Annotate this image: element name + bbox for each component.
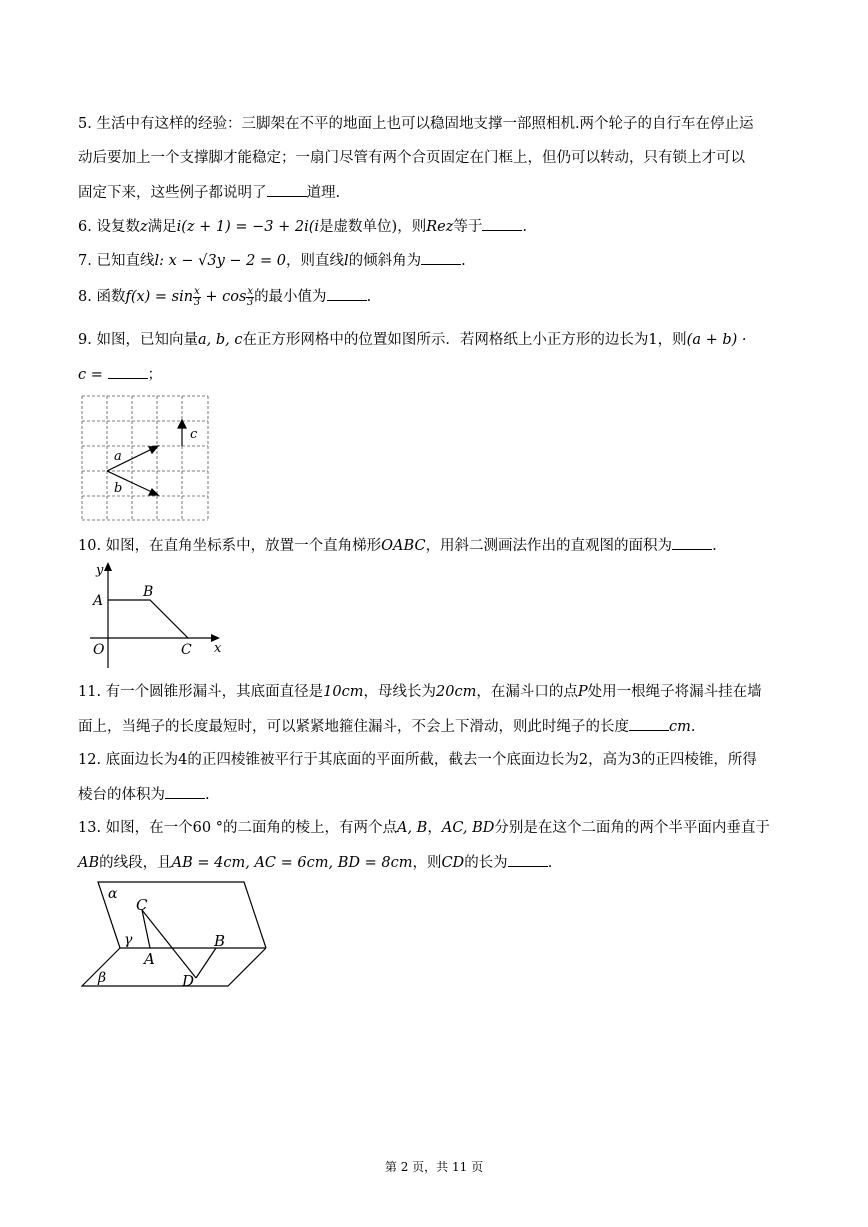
q11-text2: ，母线长为 xyxy=(363,684,436,700)
q6-end: . xyxy=(522,219,527,235)
q7-end: . xyxy=(461,253,466,269)
q13-text2: 分别是在这个二面角的两个半平面内垂直于 xyxy=(494,820,770,836)
q9-text: 在正方形网格中的位置如图所示．若网格纸上小正方形的边长为1，则 xyxy=(242,332,687,348)
q11-line1 xyxy=(78,682,762,702)
label-C: C xyxy=(136,896,148,914)
q8-frac-2 xyxy=(246,287,254,308)
q5-line2: 动后要加上一个支撑脚才能稳定；一扇门尽管有两个合页固定在门框上，但仍可以转动，只有锁上才可以 xyxy=(78,150,745,166)
q13-end: . xyxy=(547,855,553,871)
label-beta: β xyxy=(98,970,107,986)
q7-l: l xyxy=(343,253,349,269)
q8-end: . xyxy=(366,289,372,305)
q6-mid1: 满足 xyxy=(147,219,177,235)
label-alpha: α xyxy=(108,886,118,902)
q13-text4: ，则 xyxy=(412,855,442,871)
frac-den: 3 xyxy=(193,296,201,308)
q6-mid2: 是虚数单位)，则 xyxy=(319,219,427,235)
answer-blank xyxy=(267,182,307,197)
label-y: y xyxy=(96,563,104,578)
q10-trapezoid-figure xyxy=(88,560,228,670)
answer-blank xyxy=(421,250,461,265)
q13-line1 xyxy=(78,818,770,838)
q13-comma: ， xyxy=(427,820,442,836)
q10 xyxy=(78,535,717,556)
frac-num: x xyxy=(194,285,200,297)
q6-suffix: 等于 xyxy=(453,219,483,235)
label-A: A xyxy=(144,950,155,968)
label-O: O xyxy=(93,642,105,658)
y-axis-arrow xyxy=(104,562,112,571)
q5-line1: 5. 生活中有这样的经验：三脚架在不平的地面上也可以稳固地支撑一部照相机.两个轮子的自行车在停止运 xyxy=(78,116,754,132)
label-gamma: γ xyxy=(124,932,133,948)
answer-blank xyxy=(672,535,712,550)
q5-text: 固定下来，这些例子都说明了 xyxy=(78,185,267,201)
q9-grid-figure xyxy=(78,392,214,522)
label-a: a xyxy=(114,449,122,464)
label-x: x xyxy=(214,641,222,656)
q5-text-end: 道理. xyxy=(306,185,341,201)
q9-end: ； xyxy=(147,367,162,383)
q6-rez: Rez xyxy=(426,219,454,235)
label-B: B xyxy=(214,932,226,950)
q12-line1: 12. 底面边长为4的正四棱锥被平行于其底面的平面所截，截去一个底面边长为2，高为3的正四棱锥，所得 xyxy=(78,752,757,768)
answer-blank xyxy=(108,364,148,379)
q5-line3 xyxy=(78,182,340,203)
q9-prefix: 9. 如图，已知向量 xyxy=(78,332,198,348)
q8 xyxy=(78,286,371,308)
q8-suffix: 的最小值为 xyxy=(254,289,327,305)
q11-point: P xyxy=(577,684,588,700)
label-b: b xyxy=(114,481,123,496)
q12-text: 棱台的体积为 xyxy=(78,787,165,803)
q13-equation: AB = 4cm, AC = 6cm, BD = 8cm xyxy=(171,855,413,871)
q7 xyxy=(78,250,466,271)
label-D: D xyxy=(182,972,195,990)
grid-lines xyxy=(82,396,208,520)
q7-mid: ，则直线 xyxy=(285,253,344,269)
q7-suffix: 的倾斜角为 xyxy=(348,253,422,269)
q7-equation: l: x − √3y − 2 = 0 xyxy=(154,253,286,269)
q9-c-eq: c = xyxy=(78,367,103,383)
segment-BD xyxy=(196,948,216,978)
q12-line2 xyxy=(78,784,210,805)
q6-equation: i(z + 1) = −3 + 2i(i xyxy=(176,219,320,235)
q6 xyxy=(78,216,527,237)
q9-line2 xyxy=(78,364,162,385)
q8-eq2: + cos xyxy=(205,289,247,305)
answer-blank xyxy=(482,216,522,231)
q13-cd: CD xyxy=(441,855,465,871)
answer-blank xyxy=(508,852,548,867)
q10-text: 10. 如图，在直角坐标系中，放置一个直角梯形 xyxy=(78,538,382,554)
page-footer: 第 2 页，共 11 页 xyxy=(384,1160,484,1174)
answer-blank xyxy=(327,286,367,301)
q11-line2 xyxy=(78,716,695,737)
q9-vectors: a, b, c xyxy=(197,332,243,348)
q13-line2 xyxy=(78,852,552,873)
q6-z: z xyxy=(139,219,148,235)
frac-num: x xyxy=(247,285,254,297)
label-B: B xyxy=(143,584,154,600)
q9-line1 xyxy=(78,330,747,350)
q8-eq1: f(x) = sin xyxy=(125,289,194,305)
q11-text5: 面上，当绳子的长度最短时，可以紧紧地箍住漏斗，不会上下滑动，则此时绳子的长度 xyxy=(78,719,629,735)
plane-beta xyxy=(82,948,266,986)
q6-prefix: 6. 设复数 xyxy=(78,219,140,235)
q10-text2: ，用斜二测画法作出的直观图的面积为 xyxy=(425,538,673,554)
q11-end: . xyxy=(690,719,696,735)
q11-diameter: 10cm xyxy=(323,684,364,700)
q11-slant: 20cm xyxy=(436,684,477,700)
q13-text3: 的线段，且 xyxy=(99,855,172,871)
q10-end: . xyxy=(712,538,717,554)
q13-ab: AB xyxy=(78,855,100,871)
trapezoid-edges xyxy=(108,600,188,638)
q9-expr: (a + b) · xyxy=(686,332,747,348)
q8-prefix: 8. 函数 xyxy=(78,289,126,305)
answer-blank xyxy=(165,784,205,799)
label-c: c xyxy=(190,427,198,442)
q11-unit: cm xyxy=(669,719,691,735)
q11-text1: 11. 有一个圆锥形漏斗，其底面直径是 xyxy=(78,684,324,700)
q13-segments: AC, BD xyxy=(441,820,495,836)
q10-name: OABC xyxy=(381,538,426,554)
q13-dihedral-figure xyxy=(78,878,278,992)
q11-text4: 处用一根绳子将漏斗挂在墙 xyxy=(587,684,762,700)
label-C: C xyxy=(181,642,192,658)
q12-end: . xyxy=(205,787,210,803)
answer-blank xyxy=(629,716,669,731)
frac-den: 3 xyxy=(247,296,254,308)
q11-text3: ，在漏斗口的点 xyxy=(476,684,578,700)
q13-text1: 13. 如图，在一个60 °的二面角的棱上，有两个点 xyxy=(78,820,397,836)
q7-prefix: 7. 已知直线 xyxy=(78,253,155,269)
q13-text5: 的长为 xyxy=(464,855,508,871)
label-A: A xyxy=(93,593,104,609)
q8-frac-1 xyxy=(193,287,201,308)
q13-points: A, B xyxy=(396,820,428,836)
